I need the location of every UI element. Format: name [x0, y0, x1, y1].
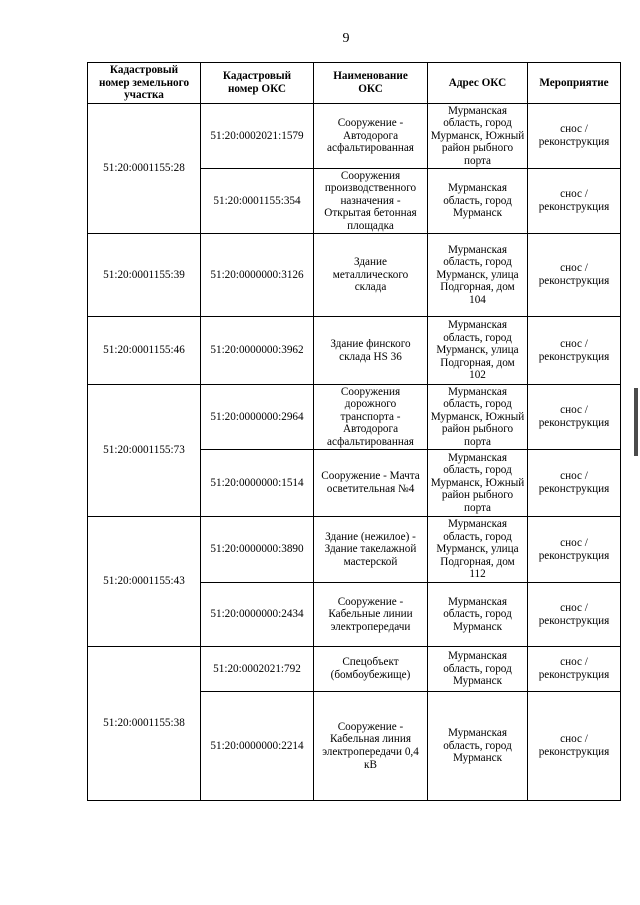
header-oks-address: Адрес ОКС — [428, 63, 528, 104]
planned-action: снос / реконструкция — [528, 317, 621, 385]
land-cadastral-number: 51:20:0001155:73 — [88, 385, 201, 517]
land-cadastral-number: 51:20:0001155:43 — [88, 517, 201, 647]
oks-name: Сооружение - Кабельная линия электропередачи 0,4 кВ — [314, 692, 428, 801]
planned-action: снос / реконструкция — [528, 692, 621, 801]
planned-action: снос / реконструкция — [528, 517, 621, 583]
oks-address: Мурманская область, город Мурманск — [428, 169, 528, 234]
oks-address: Мурманская область, город Мурманск, Южный район рыбного порта — [428, 450, 528, 517]
land-cadastral-number: 51:20:0001155:46 — [88, 317, 201, 385]
oks-cadastral-number: 51:20:0002021:792 — [201, 647, 314, 692]
header-land-number: Кадастровый номер земельного участка — [88, 63, 201, 104]
objects-table — [87, 62, 621, 801]
oks-cadastral-number: 51:20:0002021:1579 — [201, 104, 314, 169]
oks-name: Сооружения производственного назначения - Открытая бетонная площадка — [314, 169, 428, 234]
land-cadastral-number: 51:20:0001155:38 — [88, 647, 201, 801]
oks-cadastral-number: 51:20:0000000:2964 — [201, 385, 314, 450]
oks-name: Сооружение - Мачта осветительная №4 — [314, 450, 428, 517]
oks-name: Спецобъект (бомбоубежище) — [314, 647, 428, 692]
oks-address: Мурманская область, город Мурманск — [428, 583, 528, 647]
table-row — [88, 317, 621, 385]
oks-name: Сооружение - Кабельные линии электропередачи — [314, 583, 428, 647]
header-action: Мероприятие — [528, 63, 621, 104]
oks-cadastral-number: 51:20:0000000:3126 — [201, 234, 314, 317]
table-row — [88, 517, 621, 583]
scan-edge-mark — [634, 388, 638, 456]
planned-action: снос / реконструкция — [528, 169, 621, 234]
oks-cadastral-number: 51:20:0000000:3962 — [201, 317, 314, 385]
table-row — [88, 104, 621, 169]
land-cadastral-number: 51:20:0001155:39 — [88, 234, 201, 317]
oks-name: Здание финского склада HS 36 — [314, 317, 428, 385]
oks-address: Мурманская область, город Мурманск, Южный район рыбного порта — [428, 385, 528, 450]
oks-name: Сооружения дорожного транспорта - Автодорога асфальтированная — [314, 385, 428, 450]
planned-action: снос / реконструкция — [528, 583, 621, 647]
planned-action: снос / реконструкция — [528, 104, 621, 169]
table-row — [88, 647, 621, 692]
oks-cadastral-number: 51:20:0000000:2434 — [201, 583, 314, 647]
oks-name: Здание металлического склада — [314, 234, 428, 317]
oks-address: Мурманская область, город Мурманск, улица Подгорная, дом 102 — [428, 317, 528, 385]
oks-name: Здание (нежилое) - Здание такелажной мастерской — [314, 517, 428, 583]
planned-action: снос / реконструкция — [528, 647, 621, 692]
page-number: 9 — [342, 31, 350, 46]
planned-action: снос / реконструкция — [528, 385, 621, 450]
planned-action: снос / реконструкция — [528, 450, 621, 517]
header-oks-number: Кадастровый номер ОКС — [201, 63, 314, 104]
planned-action: снос / реконструкция — [528, 234, 621, 317]
oks-address: Мурманская область, город Мурманск, Южный район рыбного порта — [428, 104, 528, 169]
oks-cadastral-number: 51:20:0000000:2214 — [201, 692, 314, 801]
table-row — [88, 385, 621, 450]
oks-name: Сооружение - Автодорога асфальтированная — [314, 104, 428, 169]
oks-cadastral-number: 51:20:0000000:3890 — [201, 517, 314, 583]
oks-cadastral-number: 51:20:0000000:1514 — [201, 450, 314, 517]
oks-cadastral-number: 51:20:0001155:354 — [201, 169, 314, 234]
table-header-row — [88, 63, 621, 104]
table-row — [88, 234, 621, 317]
header-oks-name: Наименование ОКС — [314, 63, 428, 104]
oks-address: Мурманская область, город Мурманск, улица Подгорная, дом 104 — [428, 234, 528, 317]
oks-address: Мурманская область, город Мурманск — [428, 647, 528, 692]
oks-address: Мурманская область, город Мурманск, улица Подгорная, дом 112 — [428, 517, 528, 583]
land-cadastral-number: 51:20:0001155:28 — [88, 104, 201, 234]
oks-address: Мурманская область, город Мурманск — [428, 692, 528, 801]
